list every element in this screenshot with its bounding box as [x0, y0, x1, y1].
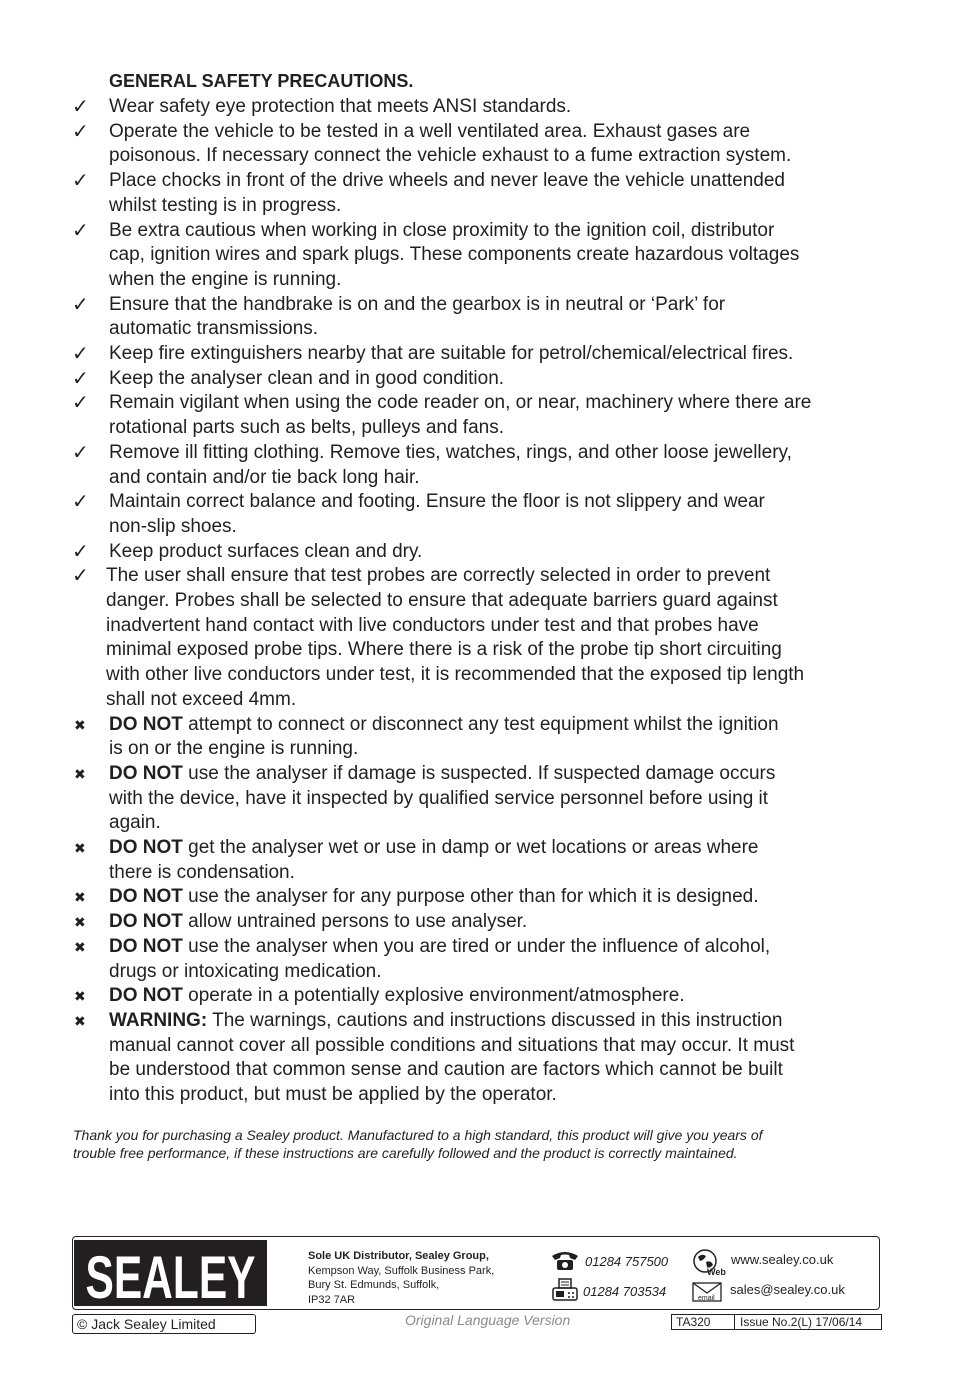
- warning-item: [72, 910, 872, 935]
- item-text: [109, 367, 872, 392]
- original-language-label: Original Language Version: [405, 1312, 571, 1328]
- text-line: Wear safety eye protection that meets ANSI standards.: [109, 96, 572, 117]
- precaution-item: [72, 293, 872, 342]
- text-line: The user shall ensure that test probes are correctly selected in order to prevent: [106, 565, 771, 587]
- text-line: there is condensation.: [109, 861, 295, 883]
- text-line: [109, 885, 872, 910]
- item-text: [109, 540, 872, 565]
- precaution-item: [72, 169, 872, 218]
- emphasis-label: DO NOT: [109, 911, 183, 933]
- precaution-item: [72, 95, 872, 120]
- checkmark-icon: ✓: [72, 120, 89, 143]
- checkmark-icon: ✓: [72, 491, 89, 514]
- text-line: manual cannot cover all possible conditions and situations that may occur. It must: [109, 1034, 795, 1056]
- text-line: into this product, but must be applied by the operator.: [109, 1084, 557, 1105]
- item-text: [109, 490, 872, 539]
- text-line: Be extra cautious when working in close proximity to the ignition coil, distributor: [109, 219, 775, 241]
- text-line: [109, 1009, 872, 1034]
- sealey-logo: [74, 1240, 267, 1306]
- cross-icon: ✖: [74, 988, 86, 1005]
- cross-icon: ✖: [74, 716, 86, 733]
- precaution-item: [72, 219, 872, 293]
- telephone-icon: [550, 1248, 580, 1275]
- text-line: Place chocks in front of the drive wheels and never leave the vehicle unattended: [109, 170, 785, 192]
- emphasis-label: DO NOT: [109, 935, 183, 957]
- precaution-item: [72, 490, 872, 539]
- precaution-item: [72, 391, 872, 440]
- item-text: [109, 713, 872, 762]
- item-text: [109, 910, 872, 935]
- copyright-notice: © Jack Sealey Limited: [72, 1314, 256, 1334]
- distributor-name: Sole UK Distributor, Sealey Group,: [308, 1250, 489, 1262]
- text-line: Keep fire extinguishers nearby that are suitable for petrol/chemical/electrical fires.: [109, 343, 794, 364]
- text-line: Remove ill fitting clothing. Remove ties, watches, rings, and other loose jewellery,: [109, 441, 792, 463]
- fax-number: 01284 703534: [583, 1284, 667, 1299]
- text-line: Keep the analyser clean and in good condition.: [109, 367, 505, 389]
- warning-item: [72, 836, 872, 885]
- cross-icon: ✖: [74, 914, 86, 931]
- text-run: use the analyser when you are tired or under the influence of alcohol,: [182, 935, 771, 957]
- document-reference: [671, 1314, 882, 1330]
- precaution-item: [72, 540, 872, 565]
- text-line: inadvertent hand contact with live conductors under test and that probes have: [106, 614, 759, 636]
- item-text: [109, 984, 872, 1009]
- precaution-item: [72, 342, 872, 367]
- text-line: with other live conductors under test, it is recommended that the exposed tip length: [106, 664, 805, 686]
- text-line: poisonous. If necessary connect the vehicle exhaust to a fume extraction system.: [109, 145, 792, 167]
- emphasis-label: WARNING:: [109, 1009, 208, 1031]
- checkmark-icon: ✓: [72, 540, 89, 563]
- divider: [734, 1315, 735, 1329]
- item-text: [109, 836, 872, 885]
- text-line: danger. Probes shall be selected to ensure that adequate barriers guard against: [106, 590, 778, 611]
- warning-item: [72, 1009, 872, 1108]
- checkmark-icon: ✓: [72, 441, 89, 464]
- emphasis-label: DO NOT: [109, 713, 183, 735]
- item-text: [109, 1009, 872, 1108]
- emphasis-label: DO NOT: [109, 762, 183, 784]
- globe-web-icon: [692, 1248, 728, 1279]
- text-line: [109, 910, 872, 935]
- item-text: [106, 564, 872, 712]
- text-line: minimal exposed probe tips. Where there is a risk of the probe tip short circuiting: [106, 639, 782, 661]
- checkmark-icon: ✓: [72, 367, 89, 390]
- thank-you-line: Thank you for purchasing a Sealey product. Manufactured to a high standard, this product will give you years of: [73, 1127, 763, 1143]
- web-icon-label: Web: [707, 1267, 726, 1276]
- checkmark-icon: ✓: [72, 392, 89, 415]
- checkmark-icon: ✓: [72, 565, 89, 588]
- item-text: [109, 169, 872, 218]
- text-line: be understood that common sense and caution are factors which cannot be built: [109, 1059, 783, 1081]
- item-text: [109, 219, 872, 293]
- text-run: operate in a potentially explosive environment/atmosphere.: [182, 985, 685, 1007]
- text-line: shall not exceed 4mm.: [106, 688, 297, 710]
- envelope-email-icon: [692, 1278, 724, 1307]
- emphasis-label: DO NOT: [109, 886, 183, 908]
- text-run: use the analyser if damage is suspected. If suspected damage occurs: [182, 762, 776, 784]
- model-number: TA320: [676, 1315, 711, 1329]
- text-run: The warnings, cautions and instructions discussed in this instruction: [207, 1009, 783, 1031]
- precaution-item: [72, 367, 872, 392]
- item-text: [109, 391, 872, 440]
- checkmark-icon: ✓: [72, 170, 89, 193]
- item-text: [109, 935, 872, 984]
- section-heading: GENERAL SAFETY PRECAUTIONS.: [109, 71, 414, 91]
- item-text: [109, 441, 872, 490]
- text-line: non-slip shoes.: [109, 515, 237, 537]
- precaution-item: [72, 120, 872, 169]
- email-icon-label: email: [698, 1295, 715, 1302]
- text-line: [109, 762, 872, 787]
- text-line: Keep product surfaces clean and dry.: [109, 540, 423, 562]
- item-text: [109, 762, 872, 836]
- item-text: [109, 885, 872, 910]
- logo-text: SEALEY: [85, 1244, 256, 1306]
- text-run: allow untrained persons to use analyser.: [182, 911, 528, 933]
- text-line: rotational parts such as belts, pulleys and fans.: [109, 417, 505, 439]
- text-line: Maintain correct balance and footing. Ensure the floor is not slippery and wear: [109, 491, 765, 513]
- warning-item: [72, 984, 872, 1009]
- item-text: [109, 293, 872, 342]
- cross-icon: ✖: [74, 938, 86, 955]
- thank-you-line: trouble free performance, if these instructions are carefully followed and the product is correctly maintained.: [73, 1145, 738, 1161]
- emphasis-label: DO NOT: [109, 985, 183, 1007]
- checkmark-icon: ✓: [72, 343, 89, 365]
- thank-you-note: [73, 1126, 873, 1162]
- distributor-address: [308, 1249, 548, 1307]
- item-text: [109, 95, 872, 120]
- checkmark-icon: ✓: [72, 219, 89, 242]
- fax-icon: [550, 1278, 580, 1307]
- emphasis-label: DO NOT: [109, 837, 183, 858]
- warning-item: [72, 885, 872, 910]
- text-line: and contain and/or tie back long hair.: [109, 466, 420, 488]
- text-run: attempt to connect or disconnect any test equipment whilst the ignition: [182, 713, 779, 735]
- cross-icon: ✖: [74, 840, 86, 856]
- text-line: when the engine is running.: [109, 268, 342, 290]
- precaution-item: [72, 564, 872, 712]
- text-line: is on or the engine is running.: [109, 738, 359, 760]
- phone-number: 01284 757500: [585, 1254, 669, 1269]
- cross-icon: ✖: [74, 889, 86, 906]
- text-line: drugs or intoxicating medication.: [109, 960, 382, 982]
- text-line: automatic transmissions.: [109, 318, 319, 340]
- item-text: [109, 120, 872, 169]
- email-link[interactable]: sales@sealey.co.uk: [730, 1282, 845, 1297]
- text-line: whilst testing is in progress.: [109, 194, 342, 216]
- text-line: Operate the vehicle to be tested in a well ventilated area. Exhaust gases are: [109, 120, 751, 142]
- cross-icon: ✖: [74, 765, 86, 782]
- issue-info: Issue No.2(L) 17/06/14: [740, 1315, 863, 1329]
- cross-icon: ✖: [74, 1012, 86, 1029]
- text-line: cap, ignition wires and spark plugs. These components create hazardous voltages: [109, 244, 800, 266]
- address-line: Bury St. Edmunds, Suffolk,: [308, 1279, 440, 1291]
- address-line: IP32 7AR: [308, 1293, 356, 1306]
- checkmark-icon: ✓: [72, 293, 89, 316]
- text-line: [109, 935, 872, 960]
- text-line: again.: [109, 812, 161, 834]
- text-line: Remain vigilant when using the code reader on, or near, machinery where there are: [109, 392, 812, 414]
- text-line: [109, 713, 872, 738]
- text-run: get the analyser wet or use in damp or wet locations or areas where: [182, 837, 759, 858]
- precaution-item: [72, 441, 872, 490]
- text-line: [109, 984, 872, 1009]
- address-line: Kempson Way, Suffolk Business Park,: [308, 1264, 495, 1277]
- website-link[interactable]: www.sealey.co.uk: [731, 1252, 834, 1267]
- warning-item: [72, 762, 872, 836]
- item-text: [109, 342, 872, 367]
- text-line: Ensure that the handbrake is on and the gearbox is in neutral or ‘Park’ for: [109, 293, 726, 315]
- checkmark-icon: ✓: [72, 96, 89, 118]
- text-line: [109, 836, 872, 861]
- warning-item: [72, 713, 872, 762]
- warning-item: [72, 935, 872, 984]
- text-run: use the analyser for any purpose other than for which it is designed.: [182, 886, 759, 908]
- text-line: with the device, have it inspected by qualified service personnel before using it: [109, 787, 769, 809]
